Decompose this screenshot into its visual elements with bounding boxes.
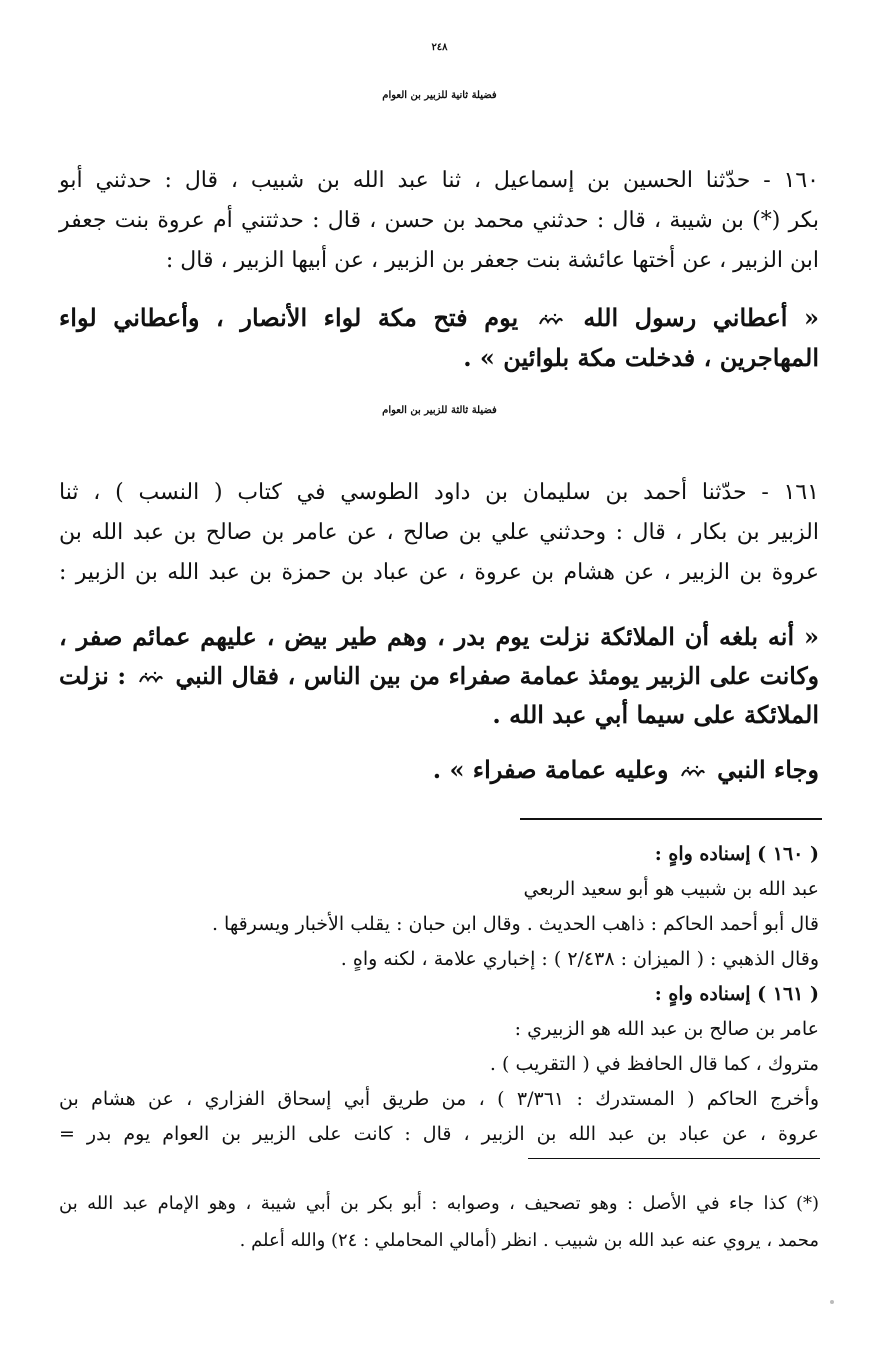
matn-text: وجاء النبي bbox=[717, 755, 819, 784]
note-heading: ( ١٦٠ ) إسناده واهٍ : bbox=[654, 843, 819, 865]
note-line: عبد الله بن شبيب هو أبو سعيد الربعي bbox=[523, 878, 819, 900]
note-line: متروك ، كما قال الحافظ في ( التقريب ) . bbox=[489, 1053, 819, 1075]
isnad-line: عروة بن الزبير ، عن هشام بن عروة ، عن عباد بن حمزة بن عبد الله بن الزبير : bbox=[59, 560, 819, 585]
matn-text: وكانت على الزبير يومئذ عمامة صفراء من بين الناس ، فقال النبي bbox=[175, 662, 819, 690]
matn-line: الملائكة على سيما أبي عبد الله . bbox=[492, 700, 819, 729]
footnote-divider bbox=[528, 1158, 820, 1159]
section-heading-1: فضيلة ثانية للزبير بن العوام bbox=[382, 90, 497, 101]
matn-line: المهاجرين ، فدخلت مكة بلوائين » . bbox=[463, 343, 819, 372]
scan-speck bbox=[830, 1300, 834, 1304]
notes-divider bbox=[520, 818, 822, 820]
footnote-line: محمد ، يروي عنه عبد الله بن شبيب . انظر (أمالي المحاملي : ٢٤) والله أعلم . bbox=[239, 1230, 819, 1251]
isnad-line: بكر (*) بن شيبة ، قال : حدثني محمد بن حسن ، قال : حدثتني أم عروة بنت جعفر bbox=[59, 208, 819, 233]
matn-line bbox=[433, 755, 819, 784]
matn-line bbox=[59, 303, 819, 332]
isnad-line: ١٦١ - حدّثنا أحمد بن سليمان بن داود الطوسي في كتاب ( النسب ) ، ثنا bbox=[59, 480, 819, 505]
isnad-line: ابن الزبير ، عن أختها عائشة بنت جعفر بن الزبير ، عن أبيها الزبير ، قال : bbox=[165, 248, 819, 273]
salawat-symbol-icon bbox=[680, 764, 706, 780]
isnad-line: الزبير بن بكار ، قال : وحدثني علي بن صالح ، عن عامر بن صالح بن عبد الله بن bbox=[59, 520, 819, 545]
matn-text: يوم فتح مكة لواء الأنصار ، وأعطاني لواء bbox=[59, 303, 519, 332]
note-heading: ( ١٦١ ) إسناده واهٍ : bbox=[654, 983, 819, 1005]
matn-text: : نزلت bbox=[59, 662, 127, 690]
isnad-line: ١٦٠ - حدّثنا الحسين بن إسماعيل ، ثنا عبد الله بن شبيب ، قال : حدثني أبو bbox=[59, 168, 819, 193]
section-heading-2: فضيلة ثالثة للزبير بن العوام bbox=[382, 405, 497, 416]
note-line: وقال الذهبي : ( الميزان : ٢/٤٣٨ ) : إخباري علامة ، لكنه واهٍ . bbox=[340, 948, 819, 970]
salawat-symbol-icon bbox=[538, 312, 564, 328]
salawat-symbol-icon bbox=[138, 670, 164, 686]
note-line: قال أبو أحمد الحاكم : ذاهب الحديث . وقال ابن حبان : يقلب الأخبار ويسرقها . bbox=[211, 913, 819, 935]
matn-line: « أنه بلغه أن الملائكة نزلت يوم بدر ، وهم طير بيض ، عليهم عمائم صفر ، bbox=[59, 622, 819, 651]
matn-text: « أعطاني رسول الله bbox=[583, 303, 820, 332]
note-line: عامر بن صالح بن عبد الله هو الزبيري : bbox=[514, 1018, 819, 1040]
page-number: ٢٤٨ bbox=[431, 42, 448, 53]
matn-line bbox=[59, 662, 819, 690]
note-line: عروة ، عن عباد بن عبد الله بن الزبير ، قال : كانت على الزبير بن العوام يوم بدر = bbox=[59, 1123, 819, 1145]
matn-text: وعليه عمامة صفراء » . bbox=[432, 755, 669, 784]
note-line: وأخرج الحاكم ( المستدرك : ٣/٣٦١ ) ، من طريق أبي إسحاق الفزاري ، عن هشام بن bbox=[59, 1088, 819, 1110]
footnote-line: (*) كذا جاء في الأصل : وهو تصحيف ، وصوابه : أبو بكر بن أبي شيبة ، وهو الإمام عبد الله بن bbox=[59, 1193, 819, 1214]
